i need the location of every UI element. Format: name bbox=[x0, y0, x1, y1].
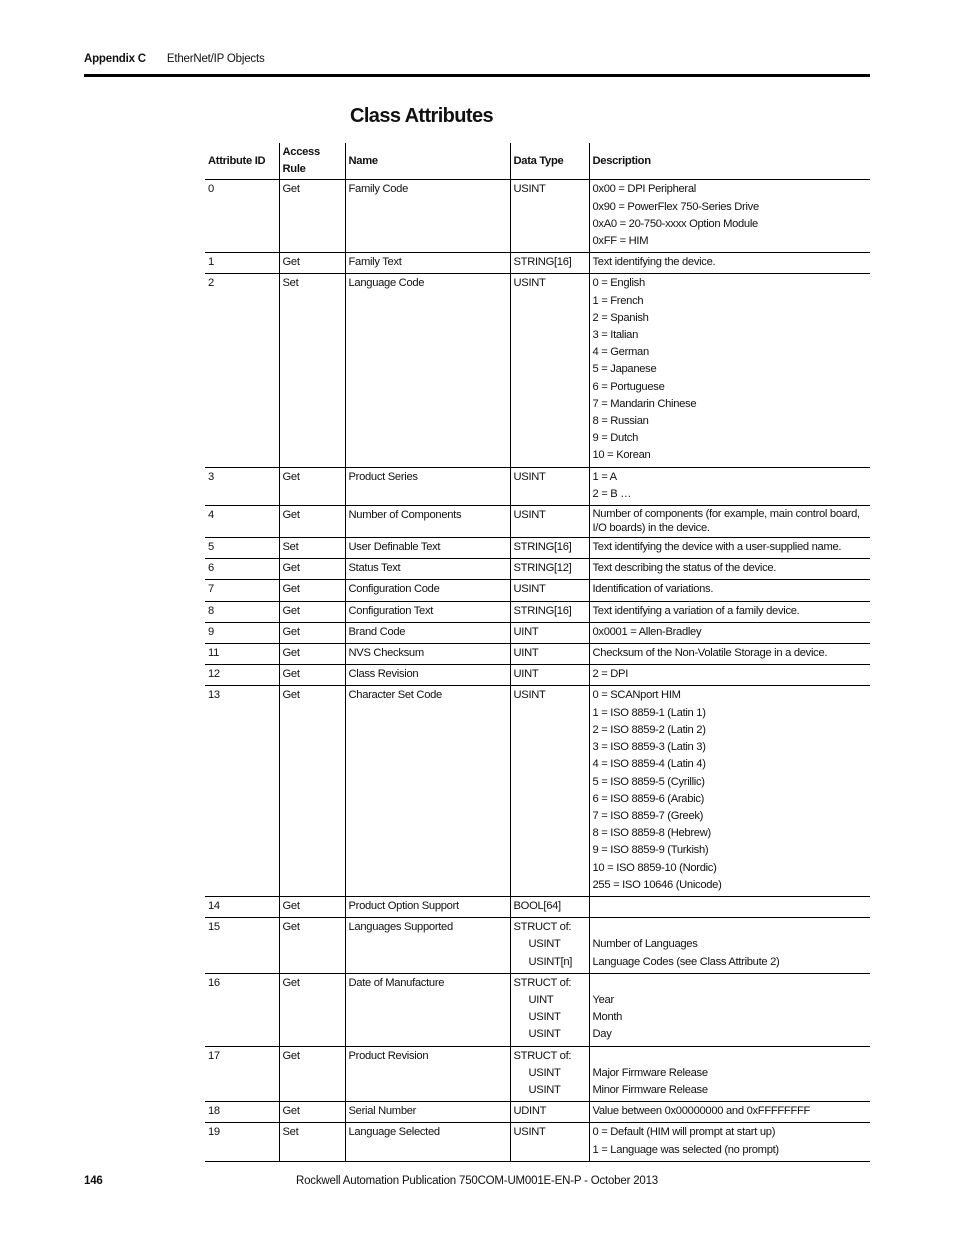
description-cell bbox=[589, 1123, 870, 1161]
description-line: 5 = ISO 8859-5 (Cyrillic) bbox=[592, 775, 705, 788]
data-type-line: USINT bbox=[513, 183, 546, 196]
attribute-id-cell: 11 bbox=[205, 644, 279, 665]
description-line: 7 = ISO 8859-7 (Greek) bbox=[592, 809, 704, 822]
data-type-line: USINT bbox=[528, 1066, 561, 1079]
data-type-line: BOOL[64] bbox=[513, 899, 561, 912]
description-line: Year bbox=[592, 993, 614, 1006]
description-cell bbox=[589, 506, 870, 538]
description-line: 0x0001 = Allen-Bradley bbox=[592, 625, 702, 638]
description-line: Number of components (for example, main control board, I/O boards) in the device. bbox=[592, 508, 860, 535]
access-rule-cell: Get bbox=[279, 896, 345, 917]
description-line: 9 = Dutch bbox=[592, 432, 638, 445]
name-cell: Product Option Support bbox=[345, 896, 510, 917]
description-line: 3 = Italian bbox=[592, 329, 639, 342]
description-line: Checksum of the Non-Volatile Storage in a device. bbox=[592, 647, 828, 660]
attribute-id-cell: 3 bbox=[205, 467, 279, 505]
description-line: 0 = English bbox=[592, 277, 645, 290]
data-type-line: UINT bbox=[513, 647, 539, 660]
data-type-line: STRING[16] bbox=[513, 256, 572, 269]
description-cell bbox=[589, 253, 870, 274]
attribute-id-cell: 4 bbox=[205, 506, 279, 538]
description-line: 2 = ISO 8859-2 (Latin 2) bbox=[592, 723, 706, 736]
data-type-line: UINT bbox=[513, 668, 539, 681]
page-title: Class Attributes bbox=[350, 105, 494, 127]
data-type-cell bbox=[510, 622, 589, 643]
table-row bbox=[205, 274, 870, 467]
access-rule-cell: Set bbox=[279, 274, 345, 467]
description-cell bbox=[589, 1102, 870, 1123]
table-row bbox=[205, 686, 870, 896]
data-type-line: USINT[n] bbox=[528, 955, 573, 968]
name-cell: Product Revision bbox=[345, 1046, 510, 1102]
table-row bbox=[205, 644, 870, 665]
access-rule-cell: Get bbox=[279, 1102, 345, 1123]
data-type-cell bbox=[510, 686, 589, 896]
name-cell: Languages Supported bbox=[345, 918, 510, 974]
table-row bbox=[205, 1123, 870, 1161]
description-line: Minor Firmware Release bbox=[592, 1083, 708, 1096]
attribute-id-cell: 7 bbox=[205, 580, 279, 601]
description-line: 0x90 = PowerFlex 750-Series Drive bbox=[592, 200, 759, 213]
access-rule-cell: Get bbox=[279, 559, 345, 580]
attribute-id-cell: 8 bbox=[205, 601, 279, 622]
access-rule-cell: Get bbox=[279, 686, 345, 896]
description-line: Major Firmware Release bbox=[592, 1066, 708, 1079]
data-type-line: USINT bbox=[528, 1028, 561, 1041]
data-type-cell bbox=[510, 1102, 589, 1123]
description-cell bbox=[589, 686, 870, 896]
description-line: 3 = ISO 8859-3 (Latin 3) bbox=[592, 741, 706, 754]
access-rule-cell: Get bbox=[279, 506, 345, 538]
access-rule-cell: Get bbox=[279, 644, 345, 665]
description-cell bbox=[589, 274, 870, 467]
attribute-id-cell: 9 bbox=[205, 622, 279, 643]
data-type-line: STRUCT of: bbox=[513, 921, 572, 934]
data-type-cell bbox=[510, 274, 589, 467]
description-line: 4 = German bbox=[592, 346, 649, 359]
description-line: 4 = ISO 8859-4 (Latin 4) bbox=[592, 758, 706, 771]
description-line: 6 = ISO 8859-6 (Arabic) bbox=[592, 792, 705, 805]
description-line: 0x00 = DPI Peripheral bbox=[592, 183, 696, 196]
description-line: 2 = B … bbox=[592, 487, 632, 500]
table-row bbox=[205, 538, 870, 559]
name-cell: Date of Manufacture bbox=[345, 973, 510, 1046]
data-type-line: STRUCT of: bbox=[513, 1049, 572, 1062]
data-type-line: STRING[16] bbox=[513, 604, 572, 617]
table-row bbox=[205, 253, 870, 274]
data-type-cell bbox=[510, 896, 589, 917]
attribute-id-cell: 6 bbox=[205, 559, 279, 580]
data-type-cell bbox=[510, 467, 589, 505]
description-line: 2 = Spanish bbox=[592, 311, 649, 324]
table-row bbox=[205, 580, 870, 601]
data-type-cell bbox=[510, 580, 589, 601]
description-line: Month bbox=[592, 1011, 623, 1024]
description-line: 0 = Default (HIM will prompt at start up) bbox=[592, 1126, 776, 1139]
description-line: 1 = French bbox=[592, 294, 644, 307]
appendix-label: Appendix C bbox=[84, 53, 146, 65]
name-cell: Configuration Text bbox=[345, 601, 510, 622]
name-cell: Number of Components bbox=[345, 506, 510, 538]
name-cell: Serial Number bbox=[345, 1102, 510, 1123]
data-type-line: USINT bbox=[513, 583, 546, 596]
description-line: Text identifying the device. bbox=[592, 256, 716, 269]
description-line: 7 = Mandarin Chinese bbox=[592, 397, 697, 410]
data-type-cell bbox=[510, 644, 589, 665]
data-type-line: USINT bbox=[513, 277, 546, 290]
data-type-line: UDINT bbox=[513, 1105, 547, 1118]
access-rule-cell: Get bbox=[279, 180, 345, 253]
access-rule-cell: Get bbox=[279, 601, 345, 622]
table-row bbox=[205, 973, 870, 1046]
description-cell bbox=[589, 601, 870, 622]
name-cell: Product Series bbox=[345, 467, 510, 505]
table-row bbox=[205, 559, 870, 580]
table-row bbox=[205, 506, 870, 538]
table-row bbox=[205, 918, 870, 974]
data-type-line: UINT bbox=[528, 993, 554, 1006]
data-type-cell bbox=[510, 973, 589, 1046]
name-cell: Configuration Code bbox=[345, 580, 510, 601]
description-line: 5 = Japanese bbox=[592, 363, 657, 376]
data-type-cell bbox=[510, 665, 589, 686]
data-type-line: STRUCT of: bbox=[513, 976, 572, 989]
access-rule-cell: Set bbox=[279, 1123, 345, 1161]
running-header bbox=[84, 53, 265, 65]
data-type-cell bbox=[510, 559, 589, 580]
description-cell bbox=[589, 559, 870, 580]
description-line: 0 = SCANport HIM bbox=[592, 689, 681, 702]
description-cell bbox=[589, 180, 870, 253]
publication-info: Rockwell Automation Publication 750COM-UM001E-EN-P - October 2013 bbox=[296, 1175, 658, 1187]
column-header: Access Rule bbox=[279, 143, 345, 180]
description-cell bbox=[589, 580, 870, 601]
attribute-id-cell: 13 bbox=[205, 686, 279, 896]
data-type-line: USINT bbox=[513, 1126, 546, 1139]
data-type-cell bbox=[510, 1046, 589, 1102]
attribute-id-cell: 17 bbox=[205, 1046, 279, 1102]
access-rule-cell: Get bbox=[279, 665, 345, 686]
description-line: Text describing the status of the device. bbox=[592, 562, 777, 575]
description-line: 1 = A bbox=[592, 470, 617, 483]
name-cell: Status Text bbox=[345, 559, 510, 580]
column-header: Description bbox=[589, 143, 870, 180]
data-type-line: STRING[12] bbox=[513, 562, 572, 575]
access-rule-cell: Get bbox=[279, 1046, 345, 1102]
description-cell bbox=[589, 644, 870, 665]
name-cell: Language Selected bbox=[345, 1123, 510, 1161]
data-type-cell bbox=[510, 538, 589, 559]
access-rule-cell: Get bbox=[279, 467, 345, 505]
attribute-id-cell: 0 bbox=[205, 180, 279, 253]
description-line: 10 = Korean bbox=[592, 449, 651, 462]
description-line bbox=[593, 975, 868, 992]
name-cell: Language Code bbox=[345, 274, 510, 467]
description-line: 2 = DPI bbox=[592, 668, 629, 681]
description-line: 1 = Language was selected (no prompt) bbox=[592, 1143, 779, 1156]
data-type-line: UINT bbox=[513, 625, 539, 638]
table-row bbox=[205, 467, 870, 505]
attribute-id-cell: 18 bbox=[205, 1102, 279, 1123]
data-type-line: STRING[16] bbox=[513, 541, 572, 554]
name-cell: Family Text bbox=[345, 253, 510, 274]
description-cell bbox=[589, 896, 870, 917]
data-type-line: USINT bbox=[528, 1083, 561, 1096]
table-row bbox=[205, 1102, 870, 1123]
data-type-cell bbox=[510, 1123, 589, 1161]
description-line: Value between 0x00000000 and 0xFFFFFFFF bbox=[592, 1105, 811, 1118]
description-cell bbox=[589, 1046, 870, 1102]
description-line: Number of Languages bbox=[592, 938, 698, 951]
column-header: Attribute ID bbox=[205, 143, 279, 180]
name-cell: Class Revision bbox=[345, 665, 510, 686]
description-line: 8 = Russian bbox=[592, 415, 649, 428]
table-row bbox=[205, 601, 870, 622]
data-type-line: USINT bbox=[528, 938, 561, 951]
description-line: 0xFF = HIM bbox=[592, 235, 649, 248]
data-type-cell bbox=[510, 180, 589, 253]
column-header: Data Type bbox=[510, 143, 589, 180]
name-cell: Character Set Code bbox=[345, 686, 510, 896]
table-row bbox=[205, 622, 870, 643]
description-cell bbox=[589, 918, 870, 974]
description-cell bbox=[589, 467, 870, 505]
page-number: 146 bbox=[84, 1175, 103, 1187]
description-cell bbox=[589, 538, 870, 559]
attribute-id-cell: 15 bbox=[205, 918, 279, 974]
header-rule bbox=[84, 74, 870, 77]
description-line: Identification of variations. bbox=[592, 583, 714, 596]
data-type-cell bbox=[510, 918, 589, 974]
data-type-line: USINT bbox=[513, 689, 546, 702]
access-rule-cell: Get bbox=[279, 580, 345, 601]
description-line: Text identifying a variation of a family device. bbox=[592, 604, 800, 617]
table-row bbox=[205, 1046, 870, 1102]
table-body bbox=[205, 180, 870, 1161]
attribute-id-cell: 5 bbox=[205, 538, 279, 559]
data-type-cell bbox=[510, 506, 589, 538]
section-label: EtherNet/IP Objects bbox=[166, 53, 265, 65]
description-line: 1 = ISO 8859-1 (Latin 1) bbox=[592, 706, 706, 719]
table-row bbox=[205, 896, 870, 917]
table-header-row bbox=[205, 143, 870, 180]
description-line: 255 = ISO 10646 (Unicode) bbox=[592, 878, 722, 891]
attribute-id-cell: 19 bbox=[205, 1123, 279, 1161]
class-attributes-table bbox=[205, 143, 870, 1162]
name-cell: Family Code bbox=[345, 180, 510, 253]
description-line: Day bbox=[592, 1028, 612, 1041]
table-row bbox=[205, 665, 870, 686]
description-line: 10 = ISO 8859-10 (Nordic) bbox=[592, 861, 717, 874]
description-line: 6 = Portuguese bbox=[592, 380, 665, 393]
data-type-cell bbox=[510, 601, 589, 622]
table-row bbox=[205, 180, 870, 253]
description-line: 0xA0 = 20-750-xxxx Option Module bbox=[592, 217, 758, 230]
name-cell: NVS Checksum bbox=[345, 644, 510, 665]
access-rule-cell: Get bbox=[279, 253, 345, 274]
column-header: Name bbox=[345, 143, 510, 180]
attribute-id-cell: 16 bbox=[205, 973, 279, 1046]
description-cell bbox=[589, 622, 870, 643]
description-line bbox=[593, 919, 868, 936]
access-rule-cell: Get bbox=[279, 918, 345, 974]
access-rule-cell: Get bbox=[279, 622, 345, 643]
attribute-id-cell: 2 bbox=[205, 274, 279, 467]
access-rule-cell: Get bbox=[279, 973, 345, 1046]
name-cell: User Definable Text bbox=[345, 538, 510, 559]
description-cell bbox=[589, 665, 870, 686]
data-type-line: USINT bbox=[513, 470, 546, 483]
data-type-line: USINT bbox=[513, 509, 546, 522]
data-type-line: USINT bbox=[528, 1011, 561, 1024]
name-cell: Brand Code bbox=[345, 622, 510, 643]
access-rule-cell: Set bbox=[279, 538, 345, 559]
attribute-id-cell: 12 bbox=[205, 665, 279, 686]
description-line: Language Codes (see Class Attribute 2) bbox=[592, 955, 780, 968]
data-type-cell bbox=[510, 253, 589, 274]
attribute-id-cell: 14 bbox=[205, 896, 279, 917]
description-cell bbox=[589, 973, 870, 1046]
description-line: 8 = ISO 8859-8 (Hebrew) bbox=[592, 827, 711, 840]
description-line: Text identifying the device with a user-supplied name. bbox=[592, 541, 842, 554]
description-line bbox=[593, 1048, 868, 1065]
description-line: 9 = ISO 8859-9 (Turkish) bbox=[592, 844, 709, 857]
attribute-id-cell: 1 bbox=[205, 253, 279, 274]
